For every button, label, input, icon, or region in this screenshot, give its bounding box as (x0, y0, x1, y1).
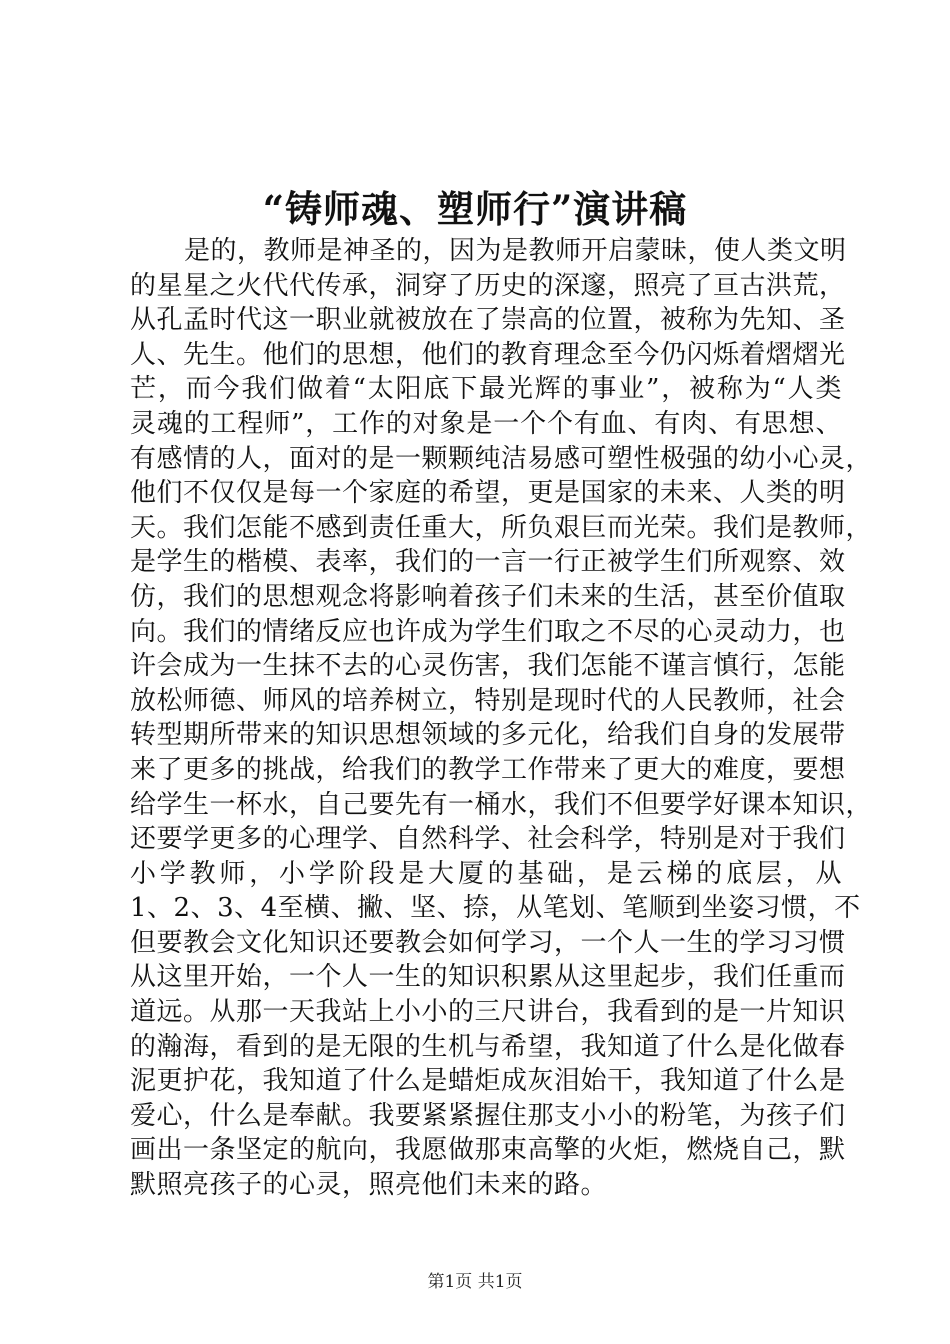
body-line: 道远。从那一天我站上小小的三尺讲台，我看到的是一片知识 (130, 997, 846, 1028)
body-line: 的瀚海，看到的是无限的生机与希望，我知道了什么是化做春 (130, 1031, 846, 1062)
body-line: 是的，教师是神圣的，因为是教师开启蒙昧，使人类文明 (184, 236, 847, 266)
body-line: 转型期所带来的知识思想领域的多元化，给我们自身的发展带 (130, 720, 846, 751)
body-line: 小学教师，小学阶段是大厦的基础，是云梯的底层，从 (130, 858, 842, 889)
speech-body (130, 234, 873, 1203)
body-line: 向。我们的情绪反应也许成为学生们取之不尽的心灵动力，也 (130, 616, 846, 647)
body-line: 有感情的人，面对的是一颗颗纯洁易感可塑性极强的幼小心灵， (130, 443, 873, 474)
body-line: 默照亮孩子的心灵，照亮他们未来的路。 (130, 1170, 608, 1201)
body-line: 的星星之火代代传承，洞穿了历史的深邃，照亮了亘古洪荒， (130, 270, 846, 301)
body-line: 爱心，什么是奉献。我要紧紧握住那支小小的粉笔，为孩子们 (130, 1100, 846, 1131)
body-line: 泥更护花，我知道了什么是蜡炬成灰泪始干，我知道了什么是 (130, 1066, 846, 1097)
document-title: “铸师魂、塑师行”演讲稿 (262, 187, 688, 231)
page-number-footer: 第1页 共1页 (427, 1272, 523, 1292)
body-line: 来了更多的挑战，给我们的教学工作带来了更大的难度，要想 (130, 754, 846, 785)
body-line: 但要教会文化知识还要教会如何学习，一个人一生的学习习惯 (130, 927, 846, 958)
body-line: 人、先生。他们的思想，他们的教育理念至今仍闪烁着熠熠光 (130, 339, 846, 370)
body-line: 1、2、3、4至横、撇、坚、捺，从笔划、笔顺到坐姿习惯，不 (130, 893, 861, 924)
body-line: 给学生一杯水，自己要先有一桶水，我们不但要学好课本知识， (130, 789, 873, 820)
body-line: 仿，我们的思想观念将影响着孩子们未来的生活，甚至价值取 (130, 581, 846, 612)
body-line: 是学生的楷模、表率，我们的一言一行正被学生们所观察、效 (130, 547, 846, 578)
body-line: 放松师德、师风的培养树立，特别是现时代的人民教师，社会 (130, 685, 846, 716)
body-line: 天。我们怎能不感到责任重大，所负艰巨而光荣。我们是教师， (130, 512, 873, 543)
body-line: 从孔孟时代这一职业就被放在了崇高的位置，被称为先知、圣 (130, 305, 846, 336)
body-line: 从这里开始，一个人一生的知识积累从这里起步，我们任重而 (130, 962, 846, 993)
body-line: 他们不仅仅是每一个家庭的希望，更是国家的未来、人类的明 (130, 478, 846, 509)
body-line: 灵魂的工程师”，工作的对象是一个个有血、有肉、有思想、 (130, 408, 842, 439)
body-line: 许会成为一生抹不去的心灵伤害，我们怎能不谨言慎行，怎能 (130, 651, 846, 682)
body-line: 芒，而今我们做着“太阳底下最光辉的事业”，被称为“人类 (130, 374, 842, 405)
body-line: 还要学更多的心理学、自然科学、社会科学，特别是对于我们 (130, 824, 846, 855)
body-line: 画出一条坚定的航向，我愿做那束高擎的火炬，燃烧自己，默 (130, 1135, 846, 1166)
